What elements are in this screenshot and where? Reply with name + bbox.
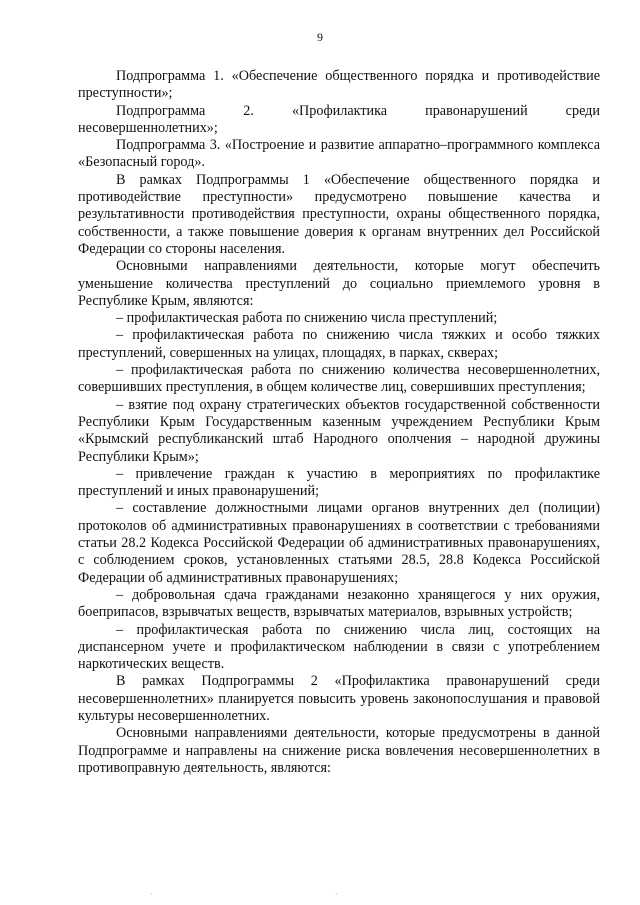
- paragraph-subprogram-1-goals: В рамках Подпрограммы 1 «Обеспечение общественного порядка и противодействие преступности» предусмотрено повышение качества и результативности противодействия преступности, охраны общественного порядка, собственности, а также повышение доверия к органам внутренних дел Российской Федерации со стороны населения.: [78, 171, 600, 257]
- page-number: 9: [317, 30, 323, 44]
- list-item-citizen-participation: – привлечение граждан к участию в мероприятиях по профилактике преступлений и иных правонарушений;: [78, 465, 600, 500]
- paragraph-subprogram-3: Подпрограмма 3. «Построение и развитие аппаратно–программного комплекса «Безопасный город».: [78, 137, 600, 171]
- list-item-administrative-protocols: – составление должностными лицами органов внутренних дел (полиции) протоколов об административных правонарушениях в соответствии с требованиями статьи 28.2 Кодекса Российской Федерации об административных правонарушениях, с соблюдением сроков, установленных статьями 28.5, 28.8 Кодекса Российской Федерации об административных правонарушениях;: [78, 500, 600, 586]
- list-item-crime-prevention: – профилактическая работа по снижению числа преступлений;: [116, 310, 498, 327]
- list-item-weapons-surrender: – добровольная сдача гражданами незаконно хранящегося у них оружия, боеприпасов, взрывчатых веществ, взрывчатых материалов, взрывных устройств;: [78, 586, 600, 621]
- list-item-juvenile-crimes: – профилактическая работа по снижению количества несовершеннолетних, совершивших преступления, в общем количестве лиц, совершивших преступления;: [78, 362, 600, 396]
- paragraph-subprogram-2: Подпрограмма 2. «Профилактика правонарушений среди несовершеннолетних»;: [78, 102, 600, 136]
- scan-mark-right: ·: [335, 889, 338, 899]
- scan-mark-left: ·: [150, 889, 153, 899]
- list-item-strategic-objects: – взятие под охрану стратегических объектов государственной собственности Республики Крым Государственным казенным учреждением Республики Крым «Крымский республиканский штаб Народного ополчения – народной дружины Республики Крым»;: [78, 396, 600, 465]
- paragraph-subprogram-2-directions-intro: Основными направлениями деятельности, которые предусмотрены в данной Подпрограмме и направлены на снижение риска вовлечения несовершеннолетних в противоправную деятельность, являются:: [78, 725, 600, 776]
- list-item-serious-crimes: – профилактическая работа по снижению числа тяжких и особо тяжких преступлений, совершенных на улицах, площадях, в парках, скверах;: [78, 327, 600, 361]
- paragraph-subprogram-1: Подпрограмма 1. «Обеспечение общественного порядка и противодействие преступности»;: [78, 68, 600, 102]
- list-item-drug-prevention: – профилактическая работа по снижению числа лиц, состоящих на диспансерном учете и профилактическом наблюдении в связи с употреблением наркотических веществ.: [78, 621, 600, 673]
- paragraph-subprogram-2-goals: В рамках Подпрограммы 2 «Профилактика правонарушений среди несовершеннолетних» планируется повысить уровень законопослушания и правовой культуры несовершеннолетних.: [78, 673, 600, 724]
- paragraph-main-directions-intro: Основными направлениями деятельности, которые могут обеспечить уменьшение количества преступлений до социально приемлемого уровня в Республике Крым, являются:: [78, 258, 600, 309]
- document-body: [78, 68, 600, 777]
